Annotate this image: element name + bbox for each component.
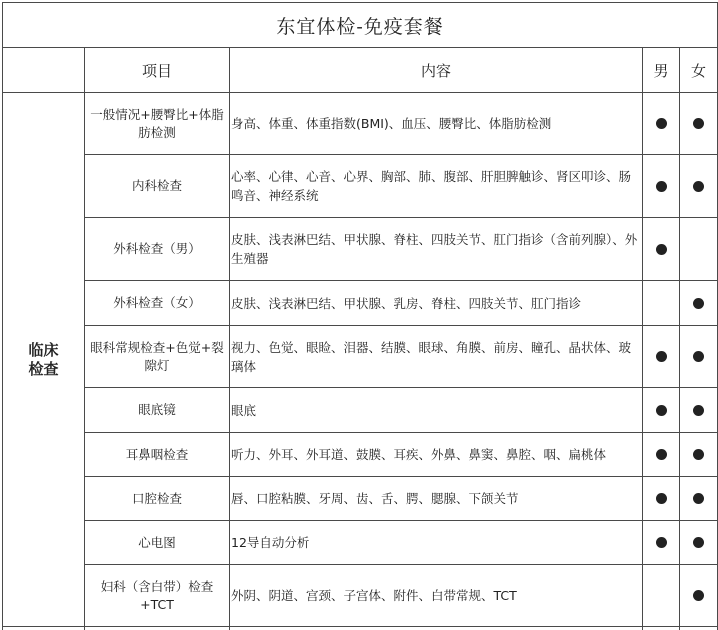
table-row bbox=[3, 521, 718, 565]
item-content: 身高、体重、体重指数(BMI)、血压、腰臀比、体脂肪检测 bbox=[230, 93, 643, 155]
item-content: 眼底 bbox=[230, 388, 643, 433]
female-applicable-cell bbox=[680, 281, 718, 326]
package-title: 东宜体检-免疫套餐 bbox=[3, 3, 718, 48]
header-female: 女 bbox=[680, 48, 718, 93]
female-applicable-cell bbox=[680, 93, 718, 155]
category-label-line1: 临床 bbox=[28, 340, 59, 359]
filled-dot-icon bbox=[656, 181, 667, 192]
empty-cell bbox=[230, 627, 643, 630]
title-row bbox=[3, 3, 718, 48]
item-name: 妇科（含白带）检查+TCT bbox=[85, 565, 230, 627]
female-applicable-cell bbox=[680, 521, 718, 565]
female-applicable-cell bbox=[680, 477, 718, 521]
filled-dot-icon bbox=[656, 493, 667, 504]
empty-cell bbox=[85, 627, 230, 630]
item-name: 外科检查（男） bbox=[85, 218, 230, 281]
table-row bbox=[3, 218, 718, 281]
header-content: 内容 bbox=[230, 48, 643, 93]
item-content: 唇、口腔粘膜、牙周、齿、舌、腭、腮腺、下颌关节 bbox=[230, 477, 643, 521]
male-applicable-cell bbox=[643, 565, 680, 627]
filled-dot-icon bbox=[656, 405, 667, 416]
filled-dot-icon bbox=[656, 537, 667, 548]
table-row bbox=[3, 93, 718, 155]
female-applicable-cell bbox=[680, 565, 718, 627]
male-applicable-cell bbox=[643, 433, 680, 477]
item-name: 一般情况+腰臀比+体脂肪检测 bbox=[85, 93, 230, 155]
table-row bbox=[3, 388, 718, 433]
table-row bbox=[3, 565, 718, 627]
item-content: 12导自动分析 bbox=[230, 521, 643, 565]
male-applicable-cell bbox=[643, 521, 680, 565]
item-content: 皮肤、浅表淋巴结、甲状腺、脊柱、四肢关节、肛门指诊（含前列腺）、外生殖器 bbox=[230, 218, 643, 281]
table-row bbox=[3, 281, 718, 326]
empty-cell bbox=[643, 627, 680, 630]
male-applicable-cell bbox=[643, 388, 680, 433]
item-content: 外阴、阴道、宫颈、子宫体、附件、白带常规、TCT bbox=[230, 565, 643, 627]
filled-dot-icon bbox=[693, 537, 704, 548]
checkup-package-table bbox=[2, 2, 718, 630]
item-content: 心率、心律、心音、心界、胸部、肺、腹部、肝胆脾触诊、肾区叩诊、肠鸣音、神经系统 bbox=[230, 155, 643, 218]
filled-dot-icon bbox=[693, 493, 704, 504]
filled-dot-icon bbox=[656, 449, 667, 460]
filled-dot-icon bbox=[693, 449, 704, 460]
item-content: 视力、色觉、眼睑、泪器、结膜、眼球、角膜、前房、瞳孔、晶状体、玻璃体 bbox=[230, 326, 643, 388]
item-name: 眼科常规检查+色觉+裂隙灯 bbox=[85, 326, 230, 388]
filled-dot-icon bbox=[693, 118, 704, 129]
item-name: 外科检查（女） bbox=[85, 281, 230, 326]
male-applicable-cell bbox=[643, 155, 680, 218]
item-name: 口腔检查 bbox=[85, 477, 230, 521]
item-content: 皮肤、浅表淋巴结、甲状腺、乳房、脊柱、四肢关节、肛门指诊 bbox=[230, 281, 643, 326]
empty-cell bbox=[3, 627, 85, 630]
filled-dot-icon bbox=[656, 118, 667, 129]
item-name: 眼底镜 bbox=[85, 388, 230, 433]
female-applicable-cell bbox=[680, 155, 718, 218]
filled-dot-icon bbox=[693, 181, 704, 192]
table-row-partial bbox=[3, 627, 718, 630]
item-name: 耳鼻咽检查 bbox=[85, 433, 230, 477]
female-applicable-cell bbox=[680, 433, 718, 477]
female-applicable-cell bbox=[680, 326, 718, 388]
header-project: 项目 bbox=[85, 48, 230, 93]
header-blank bbox=[3, 48, 85, 93]
male-applicable-cell bbox=[643, 218, 680, 281]
table-row bbox=[3, 433, 718, 477]
filled-dot-icon bbox=[693, 590, 704, 601]
male-applicable-cell bbox=[643, 326, 680, 388]
category-cell bbox=[3, 93, 85, 627]
item-name: 心电图 bbox=[85, 521, 230, 565]
table-row bbox=[3, 155, 718, 218]
filled-dot-icon bbox=[656, 351, 667, 362]
filled-dot-icon bbox=[693, 405, 704, 416]
male-applicable-cell bbox=[643, 477, 680, 521]
item-name: 内科检查 bbox=[85, 155, 230, 218]
filled-dot-icon bbox=[656, 244, 667, 255]
female-applicable-cell bbox=[680, 388, 718, 433]
item-content: 听力、外耳、外耳道、鼓膜、耳疾、外鼻、鼻窦、鼻腔、咽、扁桃体 bbox=[230, 433, 643, 477]
filled-dot-icon bbox=[693, 351, 704, 362]
empty-cell bbox=[680, 627, 718, 630]
header-row bbox=[3, 48, 718, 93]
category-label-line2: 检查 bbox=[28, 359, 59, 378]
table-row bbox=[3, 477, 718, 521]
female-applicable-cell bbox=[680, 218, 718, 281]
header-male: 男 bbox=[643, 48, 680, 93]
male-applicable-cell bbox=[643, 93, 680, 155]
male-applicable-cell bbox=[643, 281, 680, 326]
filled-dot-icon bbox=[693, 298, 704, 309]
table-row bbox=[3, 326, 718, 388]
